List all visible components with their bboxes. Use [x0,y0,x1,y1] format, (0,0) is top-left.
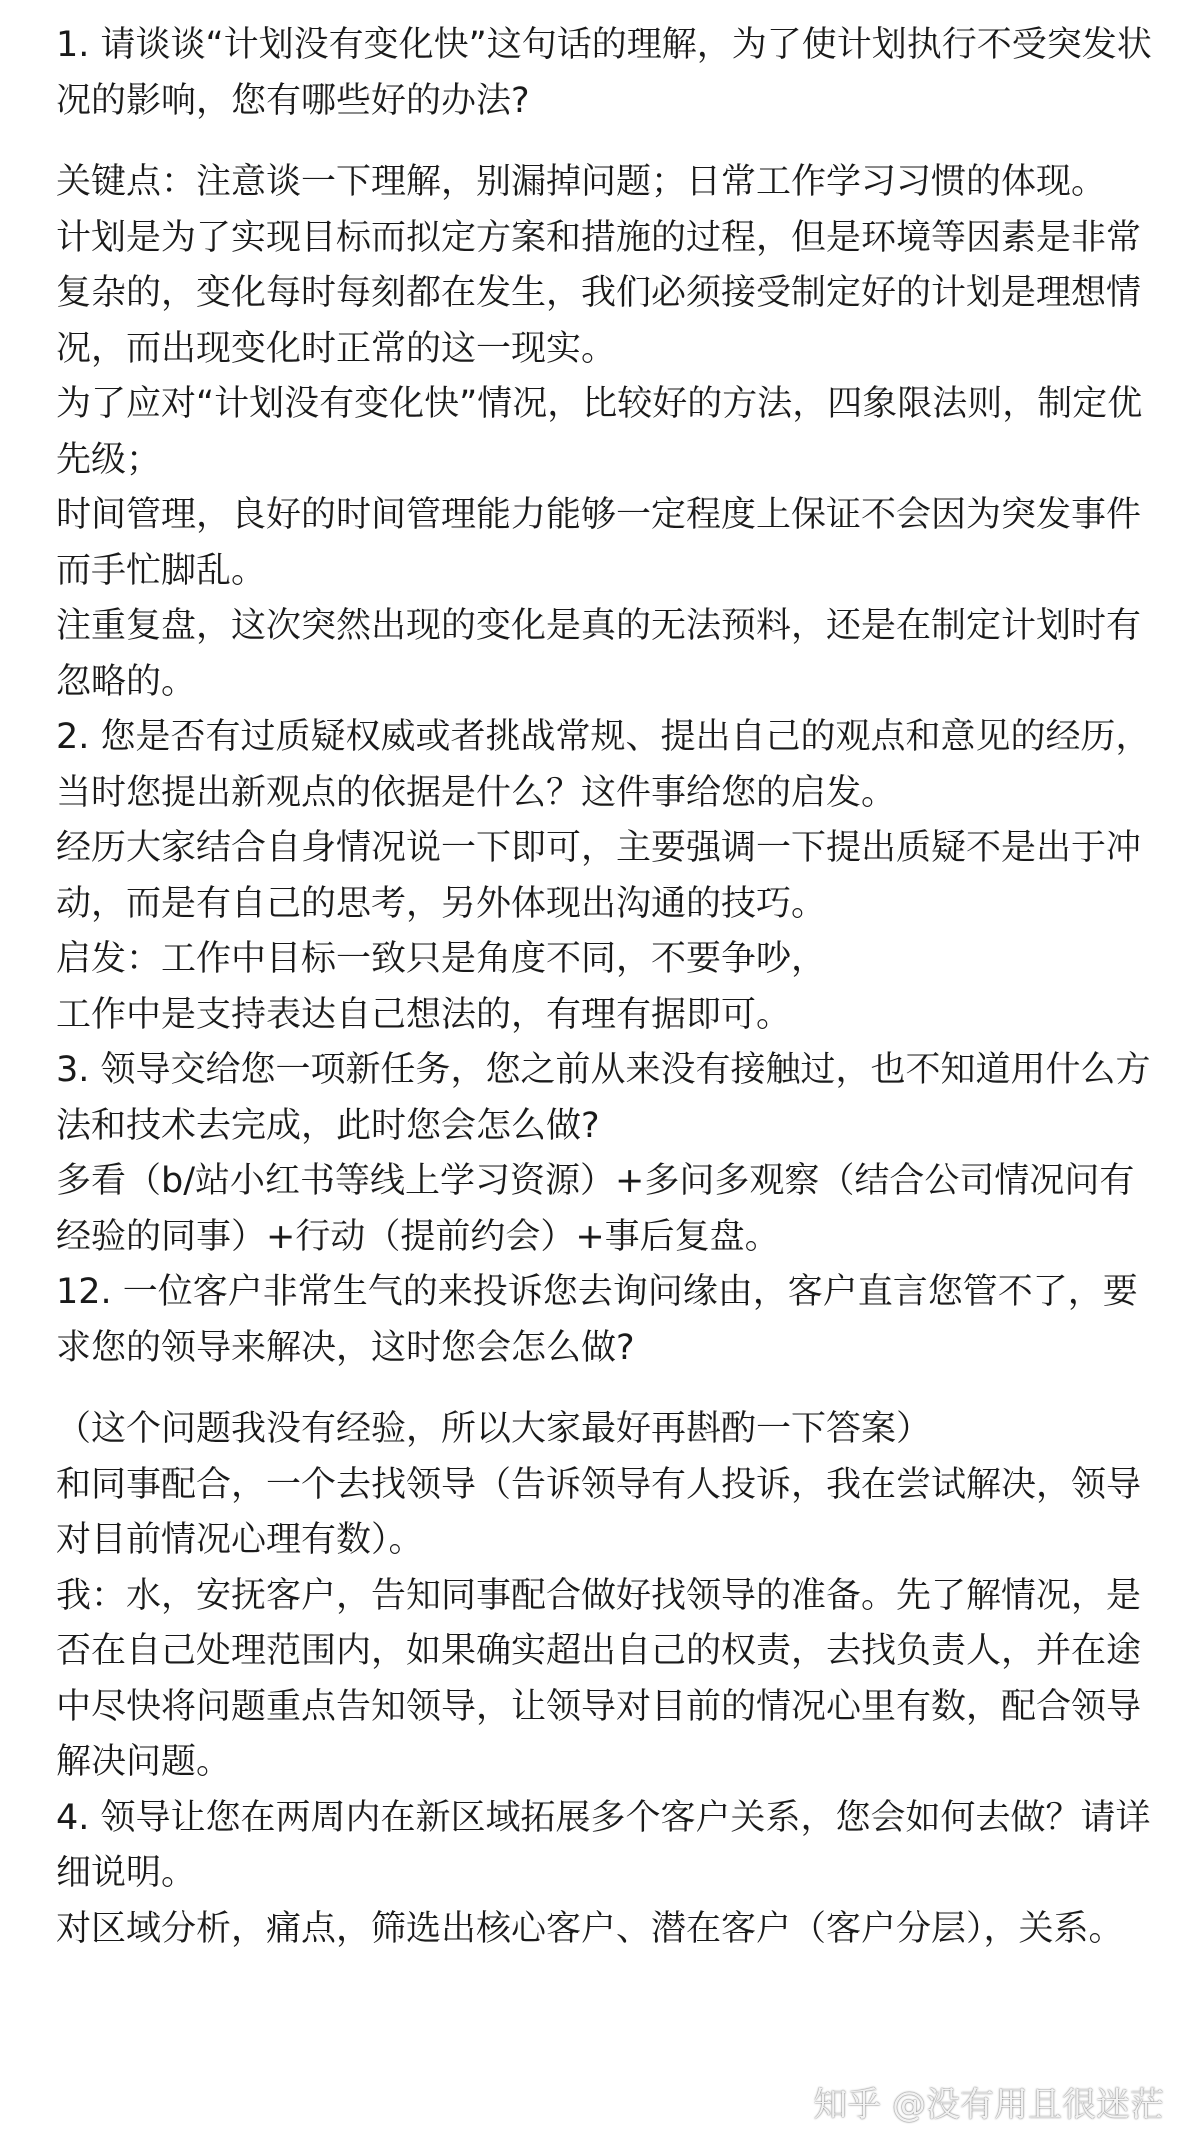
zhihu-watermark: 知乎 @没有用且很迷茫 [813,2085,1164,2125]
paragraph: 注重复盘，这次突然出现的变化是真的无法预料，还是在制定计划时有忽略的。 [56,606,1142,702]
paragraph: 对区域分析，痛点，筛选出核心客户、潜在客户（客户分层），关系。 [56,1908,1124,1949]
paragraph: 多看（b/站小红书等线上学习资源）+多问多观察（结合公司情况问有经验的同事）+行动（提前约会）+事后复盘。 [56,1161,1135,1257]
paragraph: 启发：工作中目标一致只是角度不同，不要争吵， [56,939,827,979]
paragraph: 我：水，安抚客户，告知同事配合做好找领导的准备。先了解情况，是否在自己处理范围内，如果确实超出自己的权责，去找负责人，并在途中尽快将问题重点告知领导，让领导对目前的情况心里有数，配合领导解决问题。 [56,1575,1142,1782]
paragraph: 为了应对“计划没有变化快”情况，比较好的方法，四象限法则，制定优先级； [56,384,1143,480]
paragraph: 3. 领导交给您一项新任务，您之前从来没有接触过，也不知道用什么方法和技术去完成，此时您会怎么做? [56,1050,1151,1146]
paragraph: 1. 请谈谈“计划没有变化快”这句话的理解，为了使计划执行不受突发状况的影响，您有哪些好的办法? [56,25,1152,121]
document-body [56,18,1156,1957]
paragraph: （这个问题我没有经验，所以大家最好再斟酌一下答案） [56,1409,932,1449]
paragraph: 和同事配合，一个去找领导（告诉领导有人投诉，我在尝试解决，领导对目前情况心理有数）。 [56,1464,1142,1560]
paragraph: 4. 领导让您在两周内在新区域拓展多个客户关系，您会如何去做？请详细说明。 [56,1797,1151,1893]
paragraph: 12. 一位客户非常生气的来投诉您去询问缘由，客户直言您管不了，要求您的领导来解决，这时您会怎么做? [56,1272,1138,1368]
paragraph: 2. 您是否有过质疑权威或者挑战常规、提出自己的观点和意见的经历，当时您提出新观点的依据是什么？这件事给您的启发。 [56,717,1151,813]
paragraph: 时间管理，良好的时间管理能力能够一定程度上保证不会因为突发事件而手忙脚乱。 [56,495,1142,591]
paragraph: 计划是为了实现目标而拟定方案和措施的过程，但是环境等因素是非常复杂的，变化每时每刻都在发生，我们必须接受制定好的计划是理想情况，而出现变化时正常的这一现实。 [56,217,1142,369]
paragraph: 关键点：注意谈一下理解，别漏掉问题；日常工作学习习惯的体现。 [56,162,1107,202]
paragraph: 经历大家结合自身情况说一下即可，主要强调一下提出质疑不是出于冲动，而是有自己的思考，另外体现出沟通的技巧。 [56,828,1142,924]
paragraph: 工作中是支持表达自己想法的，有理有据即可。 [56,994,792,1035]
